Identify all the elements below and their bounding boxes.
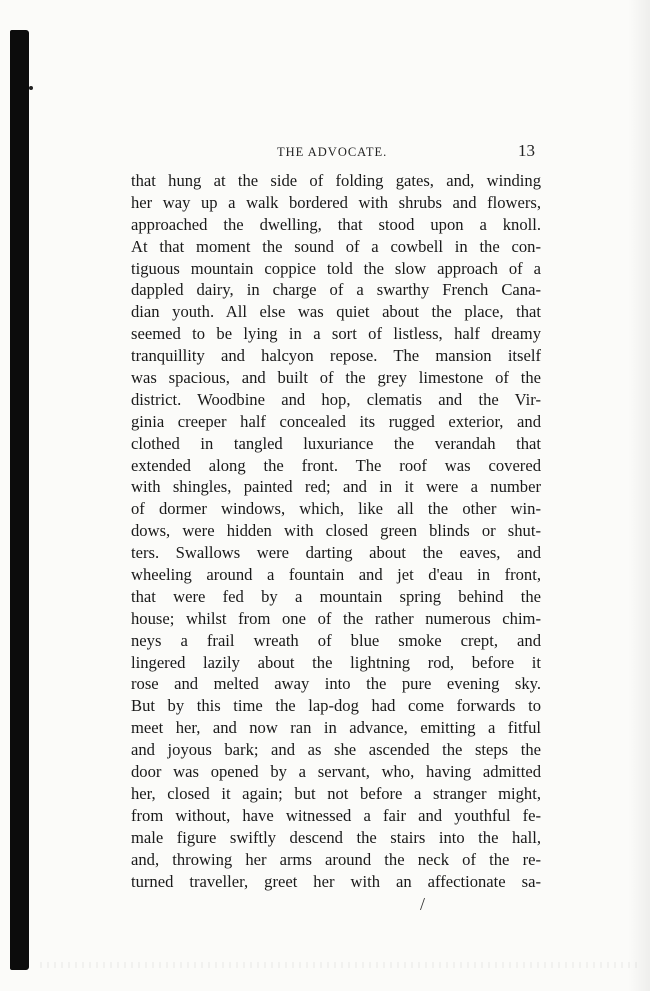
text-line: rose and melted away into the pure evening sky. [131, 674, 541, 694]
text-line: ters. Swallows were darting about the eaves, and [131, 543, 541, 563]
text-line: ginia creeper half concealed its rugged exterior, and [131, 411, 541, 431]
text-line: her, closed it again; but not before a stranger might, [131, 783, 541, 803]
text-line: But by this time the lap-dog had come forwards to [131, 696, 541, 716]
text-line: extended along the front. The roof was covered [131, 455, 541, 475]
text-line: with shingles, painted red; and in it were a number [131, 477, 541, 497]
running-head: THE ADVOCATE. [277, 145, 388, 159]
text-line: and, throwing her arms around the neck of the re- [131, 849, 541, 869]
text-line: clothed in tangled luxuriance the verandah that [131, 433, 541, 453]
text-line: tiguous mountain coppice told the slow approach of a [131, 258, 541, 278]
page-number: 13 [518, 141, 535, 160]
body-text [131, 170, 541, 892]
page-speckle [40, 962, 640, 968]
text-line: that were fed by a mountain spring behind the [131, 586, 541, 606]
spine-mark [29, 86, 33, 90]
text-line: dappled dairy, in charge of a swarthy French Cana- [131, 280, 541, 300]
text-line: male figure swiftly descend the stairs into the hall, [131, 827, 541, 847]
text-line: door was opened by a servant, who, having admitted [131, 762, 541, 782]
text-line: from without, have witnessed a fair and youthful fe- [131, 805, 541, 825]
text-line: seemed to be lying in a sort of listless, half dreamy [131, 324, 541, 344]
text-line: that hung at the side of folding gates, and, winding [131, 171, 541, 190]
text-line: lingered lazily about the lightning rod, before it [131, 652, 541, 672]
pencil-mark: / [420, 894, 426, 914]
text-line: meet her, and now ran in advance, emitting a fitful [131, 718, 541, 738]
text-line: approached the dwelling, that stood upon a knoll. [131, 214, 541, 234]
text-line: neys a frail wreath of blue smoke crept, and [131, 630, 541, 650]
text-line: dian youth. All else was quiet about the place, that [131, 302, 541, 322]
page-header [131, 141, 539, 165]
text-line: her way up a walk bordered with shrubs and flowers, [131, 192, 541, 212]
text-line: of dormer windows, which, like all the other win- [131, 499, 541, 519]
page-edge-shadow [628, 0, 650, 991]
book-spine-shadow [10, 30, 29, 970]
text-line: wheeling around a fountain and jet d'eau in front, [131, 565, 541, 585]
text-line: district. Woodbine and hop, clematis and the Vir- [131, 389, 541, 409]
text-line: turned traveller, greet her with an affectionate sa- [131, 871, 541, 891]
text-line: and joyous bark; and as she ascended the steps the [131, 740, 541, 760]
text-line: was spacious, and built of the grey limestone of the [131, 368, 541, 388]
text-line: At that moment the sound of a cowbell in the con- [131, 236, 541, 256]
text-line: tranquillity and halcyon repose. The mansion itself [131, 346, 541, 366]
text-line: dows, were hidden with closed green blinds or shut- [131, 521, 541, 541]
text-line: house; whilst from one of the rather numerous chim- [131, 608, 541, 628]
